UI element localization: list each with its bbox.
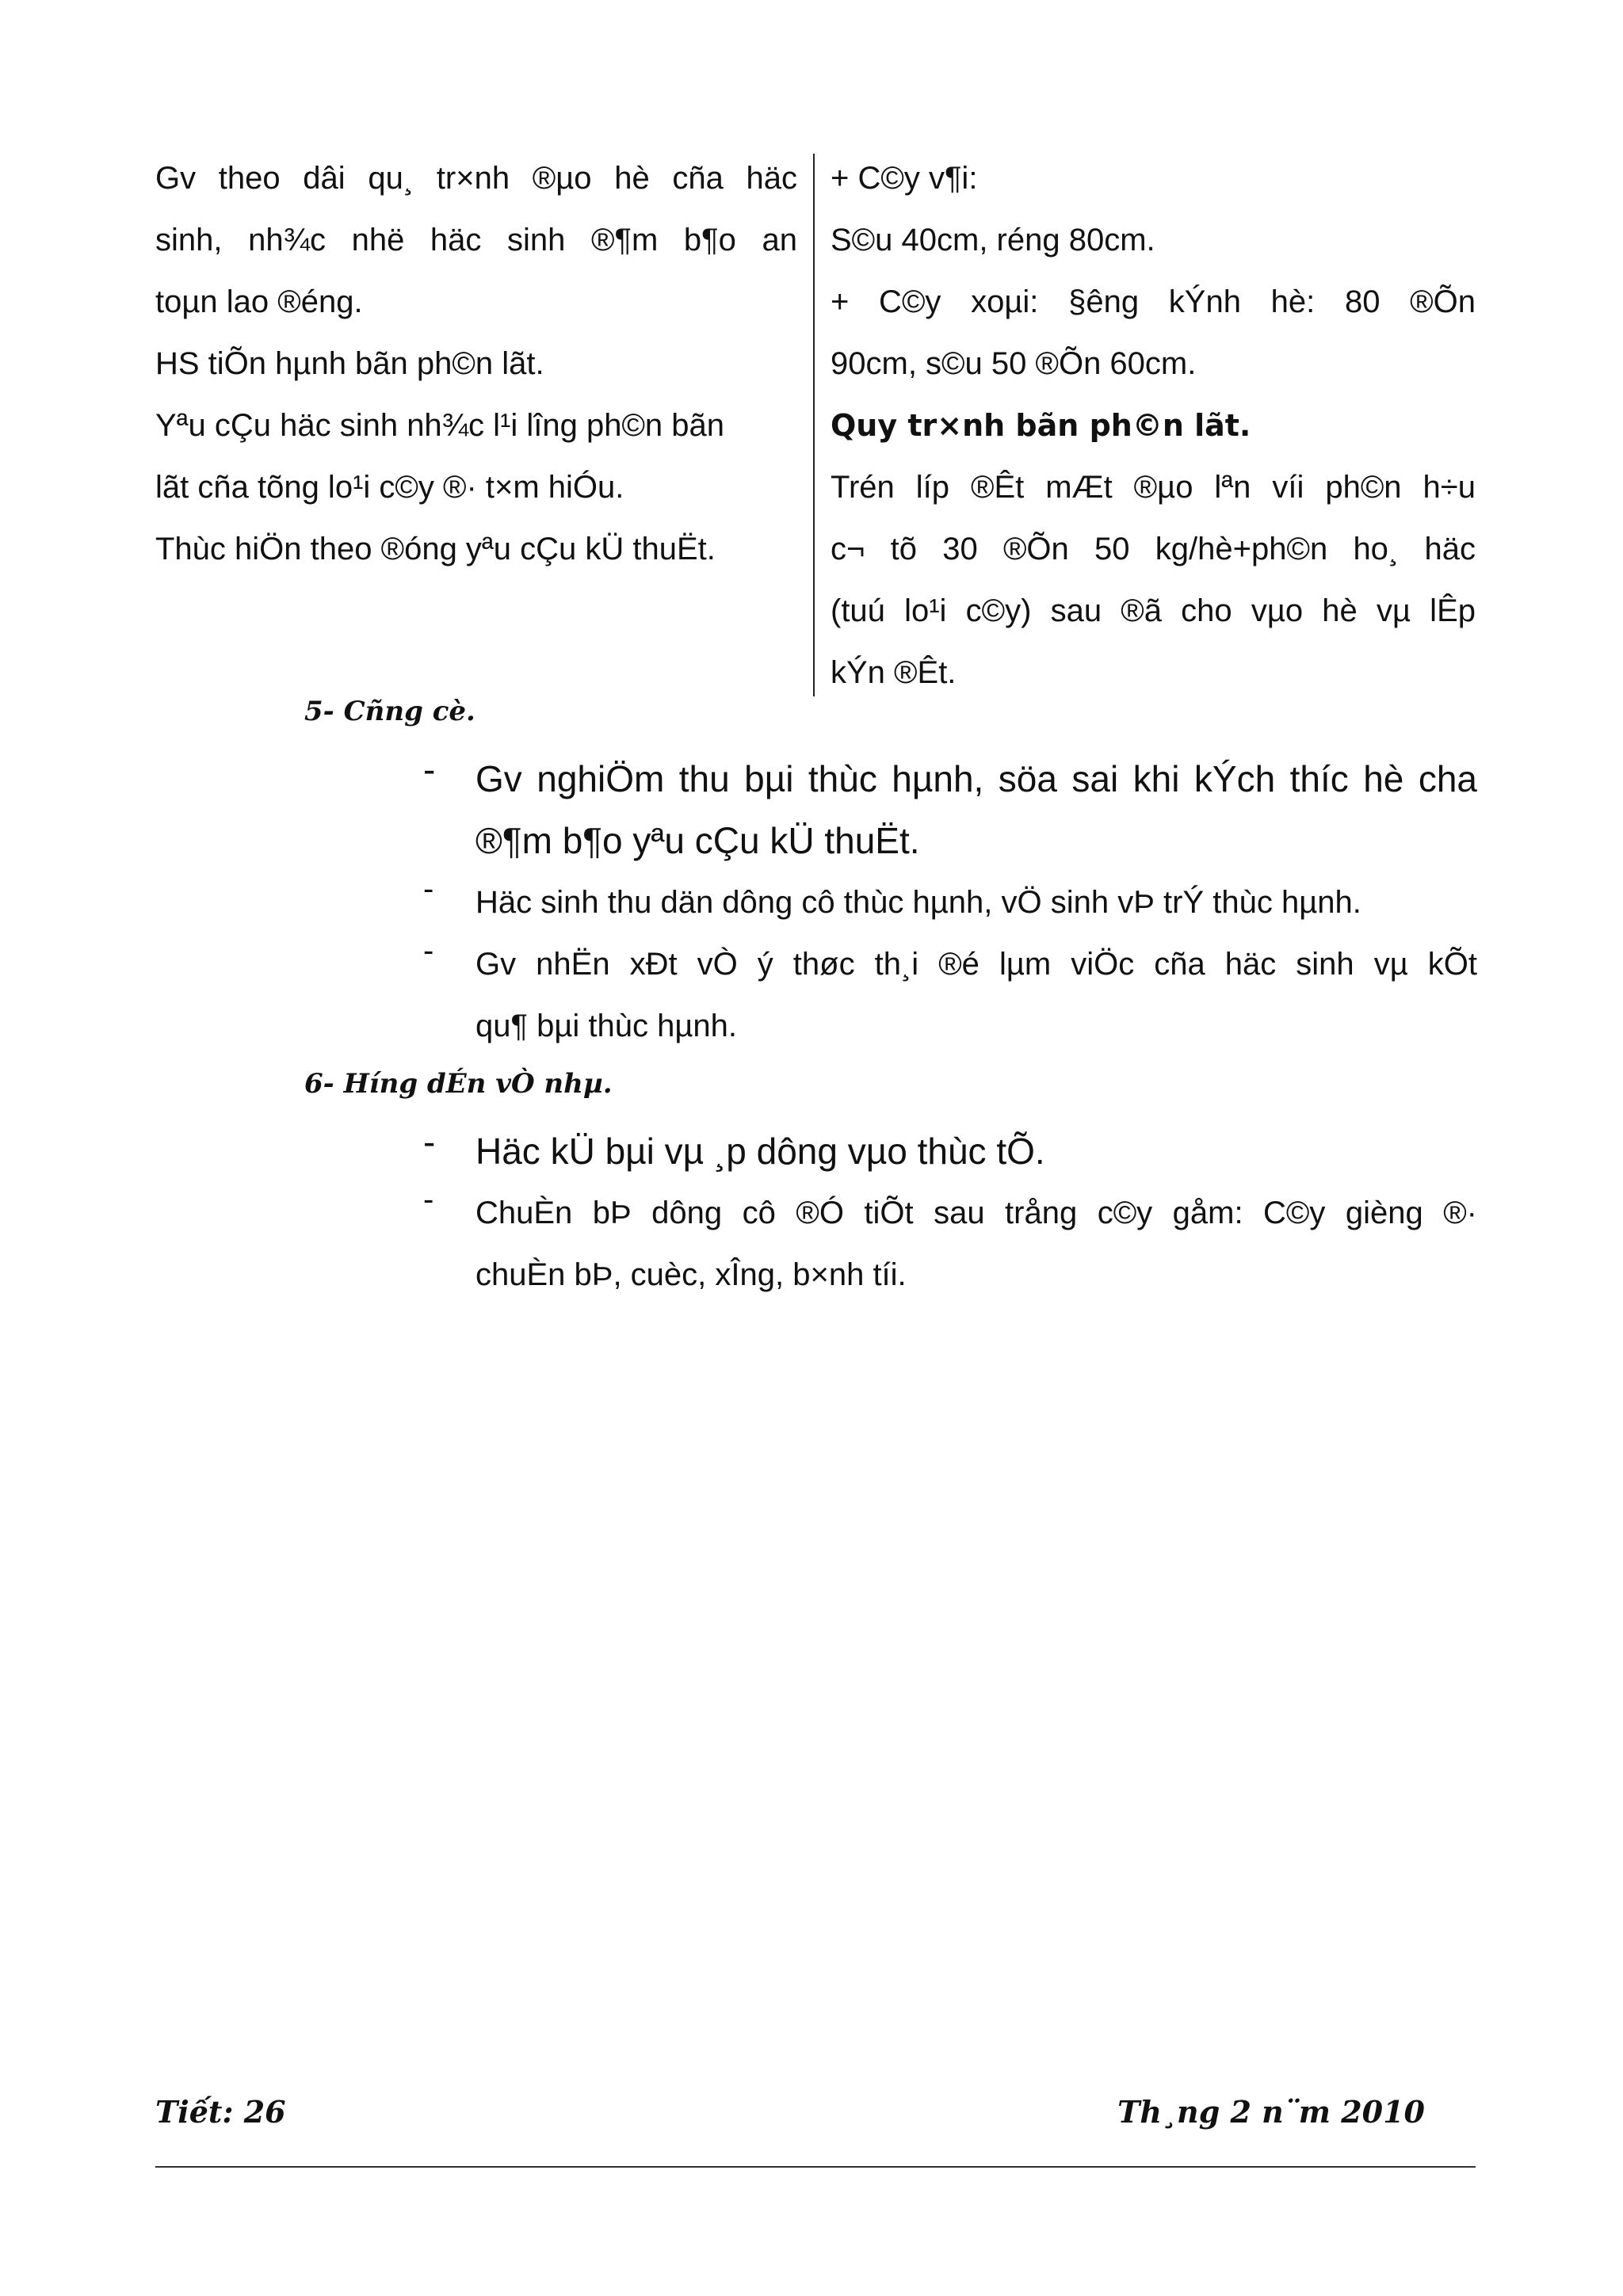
bullet-dash: -	[423, 871, 434, 906]
bullet-dash: -	[423, 1182, 434, 1217]
footer-lesson-number: Tiết: 26	[155, 2094, 286, 2130]
table-left-line: HS tiÕn hµnh bãn ph©n lãt.	[155, 346, 544, 381]
list-item-text: Häc sinh thu dän dông cô thùc hµnh, vÖ sinh vÞ trÝ thùc hµnh.	[475, 885, 1361, 920]
list-item-text: Häc kÜ bµi vµ ¸p dông vµo thùc tÕ.	[475, 1131, 1045, 1172]
table-right-line: c¬ tõ 30 ®Õn 50 kg/hè+ph©n ho¸ häc	[831, 532, 1476, 566]
table-right-line: + C©y xoµi: §êng kÝnh hè: 80 ®Õn	[831, 284, 1476, 319]
table-right-line: S©u 40cm, réng 80cm.	[831, 223, 1155, 257]
bullet-dash: -	[423, 749, 436, 790]
list-item	[423, 871, 1477, 933]
footer-date: Th¸ng 2 n¨m 2010	[1117, 2094, 1425, 2130]
table-left-line: lãt cña tõng lo¹i c©y ®· t×m hiÓu.	[155, 470, 624, 505]
table-right-line: Trén líp ®Êt mÆt ®µo lªn víi ph©n h÷u	[831, 470, 1476, 505]
list-item	[423, 748, 1477, 871]
bullet-dash: -	[423, 933, 434, 968]
bullet-dash: -	[423, 1121, 436, 1162]
table-left-line: Gv theo dâi qu¸ tr×nh ®µo hè cña häc	[155, 161, 797, 196]
table-right-line: (tuú lo¹i c©y) sau ®ã cho vµo hè vµ lÊp	[831, 593, 1476, 628]
procedure-table	[155, 147, 1476, 704]
footer-divider	[155, 2166, 1476, 2168]
list-item-text: ®¶m b¶o yªu cÇu kÜ thuËt.	[475, 820, 920, 861]
table-right-line: kÝn ®Êt.	[831, 655, 957, 690]
list-item	[423, 1120, 1477, 1182]
teacher-activity-column	[155, 147, 813, 704]
list-item-text: qu¶ bµi thùc hµnh.	[475, 1009, 737, 1043]
list-item-text: Gv nhËn xÐt vÒ ý thøc th¸i ®é lµm viÖc cña häc sinh vµ kÕt	[475, 947, 1477, 982]
list-item-text: chuÈn bÞ, cuèc, xÎng, b×nh tíi.	[475, 1257, 907, 1292]
table-left-line: Thùc hiÖn theo ®óng yªu cÇu kÜ thuËt.	[155, 532, 716, 566]
table-right-line: + C©y v¶i:	[831, 161, 978, 196]
table-left-line: Yªu cÇu häc sinh nh¾c l¹i lîng ph©n bãn	[155, 408, 725, 443]
table-left-line: sinh, nh¾c nhë häc sinh ®¶m b¶o an	[155, 223, 797, 257]
list-item-text: Gv nghiÖm thu bµi thùc hµnh, söa sai khi kÝch thíc hè cha	[475, 758, 1477, 799]
section-5-list	[423, 748, 1477, 1057]
procedure-heading: Quy tr×nh bãn ph©n lãt.	[831, 408, 1251, 443]
section-5-heading: 5- Cñng cè.	[304, 696, 475, 727]
table-left-line: toµn lao ®éng.	[155, 284, 363, 319]
list-item	[423, 933, 1477, 1057]
section-6-list	[423, 1120, 1477, 1306]
list-item	[423, 1182, 1477, 1306]
table-right-line: 90cm, s©u 50 ®Õn 60cm.	[831, 346, 1197, 381]
list-item-text: ChuÈn bÞ dông cô ®Ó tiÕt sau trång c©y gåm: C©y gièng ®·	[475, 1196, 1477, 1230]
section-6-heading: 6- Híng dÉn vÒ nhµ.	[304, 1068, 613, 1100]
content-column	[815, 147, 1476, 704]
